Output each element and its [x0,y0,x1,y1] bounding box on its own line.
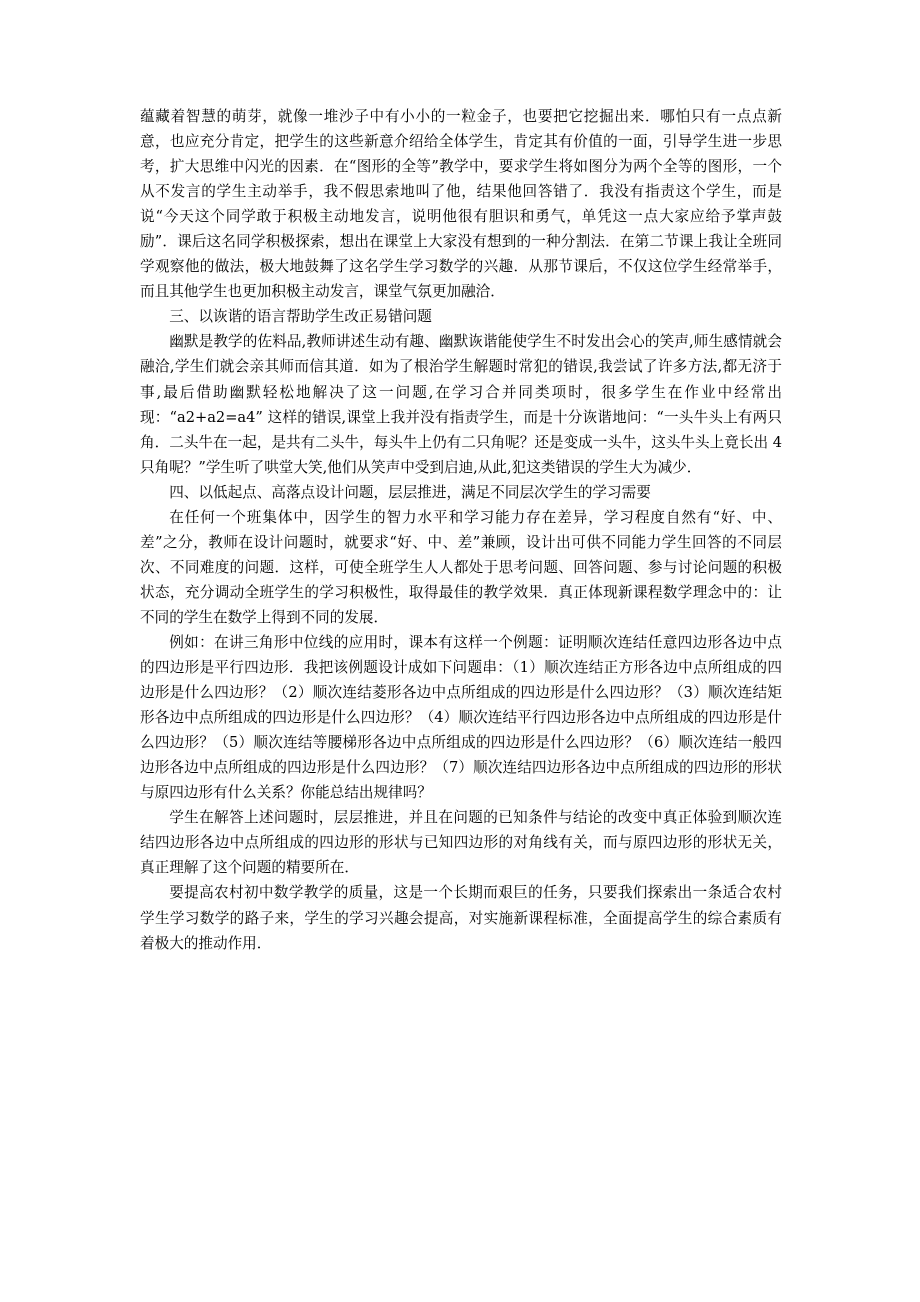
paragraph-3: 在任何一个班集体中，因学生的智力水平和学习能力存在差异，学习程度自然有“好、中、差”之分，教师在设计问题时，就要求“好、中、差”兼顾，设计出可供不同能力学生回答的不同层次、不同难度的问题．这样，可使全班学生人人都处于思考问题、回答问题、参与讨论问题的积极状态，充分调动全班学生的学习积极性，取得最佳的教学效果．真正体现新课程数学理念中的：让不同的学生在数学上得到不同的发展． [140,508,782,626]
paragraph-5: 学生在解答上述问题时，层层推进，并且在问题的已知条件与结论的改变中真正体验到顺次连结四边形各边中点所组成的四边形的形状与已知四边形的对角线有关，而与原四边形的形状无关，真正理解了这个问题的精要所在． [140,809,782,877]
document-body [140,104,782,956]
section-heading-4: 四、以低起点、高落点设计问题，层层推进，满足不同层次学生的学习需要 [169,483,651,501]
section-heading-3: 三、以诙谐的语言帮助学生改正易错问题 [169,308,432,326]
paragraph-1: 蕴藏着智慧的萌芽，就像一堆沙子中有小小的一粒金子，也要把它挖掘出来．哪怕只有一点点新意，也应充分肯定，把学生的这些新意介绍给全体学生，肯定其有价值的一面，引导学生进一步思考，扩大思维中闪光的因素．在“图形的全等”教学中，要求学生将如图分为两个全等的图形，一个从不发言的学生主动举手，我不假思索地叫了他，结果他回答错了．我没有指责这个学生，而是说“今天这个同学敢于积极主动地发言，说明他很有胆识和勇气，单凭这一点大家应给予掌声鼓励”．课后这名同学积极探索，想出在课堂上大家没有想到的一种分割法．在第二节课上我让全班同学观察他的做法，极大地鼓舞了这名学生学习数学的兴趣．从那节课后，不仅这位学生经常举手，而且其他学生也更加积极主动发言，课堂气氛更加融洽． [140,108,782,301]
paragraph-6: 要提高农村初中数学教学的质量，这是一个长期而艰巨的任务，只要我们探索出一条适合农村学生学习数学的路子来，学生的学习兴趣会提高，对实施新课程标准，全面提高学生的综合素质有着极大的推动作用． [140,884,782,952]
paragraph-2: 幽默是教学的佐料品,教师讲述生动有趣、幽默诙谐能使学生不时发出会心的笑声,师生感情就会融洽,学生们就会亲其师而信其道．如为了根治学生解题时常犯的错误,我尝试了许多方法,都无济于事,最后借助幽默轻松地解决了这一问题,在学习合并同类项时，很多学生在作业中经常出现：“a2+a2=a4” 这样的错误,课堂上我并没有指责学生，而是十分诙谐地问：“一头牛头上有两只角．二头牛在一起，是共有二头牛，每头牛上仍有二只角呢？还是变成一头牛，这头牛头上竟长出 4 只角呢？”学生听了哄堂大笑,他们从笑声中受到启迪,从此,犯这类错误的学生大为减少． [140,333,782,476]
paragraph-4: 例如：在讲三角形中位线的应用时，课本有这样一个例题：证明顺次连结任意四边形各边中点的四边形是平行四边形．我把该例题设计成如下问题串：（1）顺次连结正方形各边中点所组成的四边形是什么四边形？（2）顺次连结菱形各边中点所组成的四边形是什么四边形？（3）顺次连结矩形各边中点所组成的四边形是什么四边形？（4）顺次连结平行四边形各边中点所组成的四边形是什么四边形？（5）顺次连结等腰梯形各边中点所组成的四边形是什么四边形？（6）顺次连结一般四边形各边中点所组成的四边形是什么四边形？（7）顺次连结四边形各边中点所组成的四边形的形状与原四边形有什么关系？你能总结出规律吗？ [140,633,782,802]
